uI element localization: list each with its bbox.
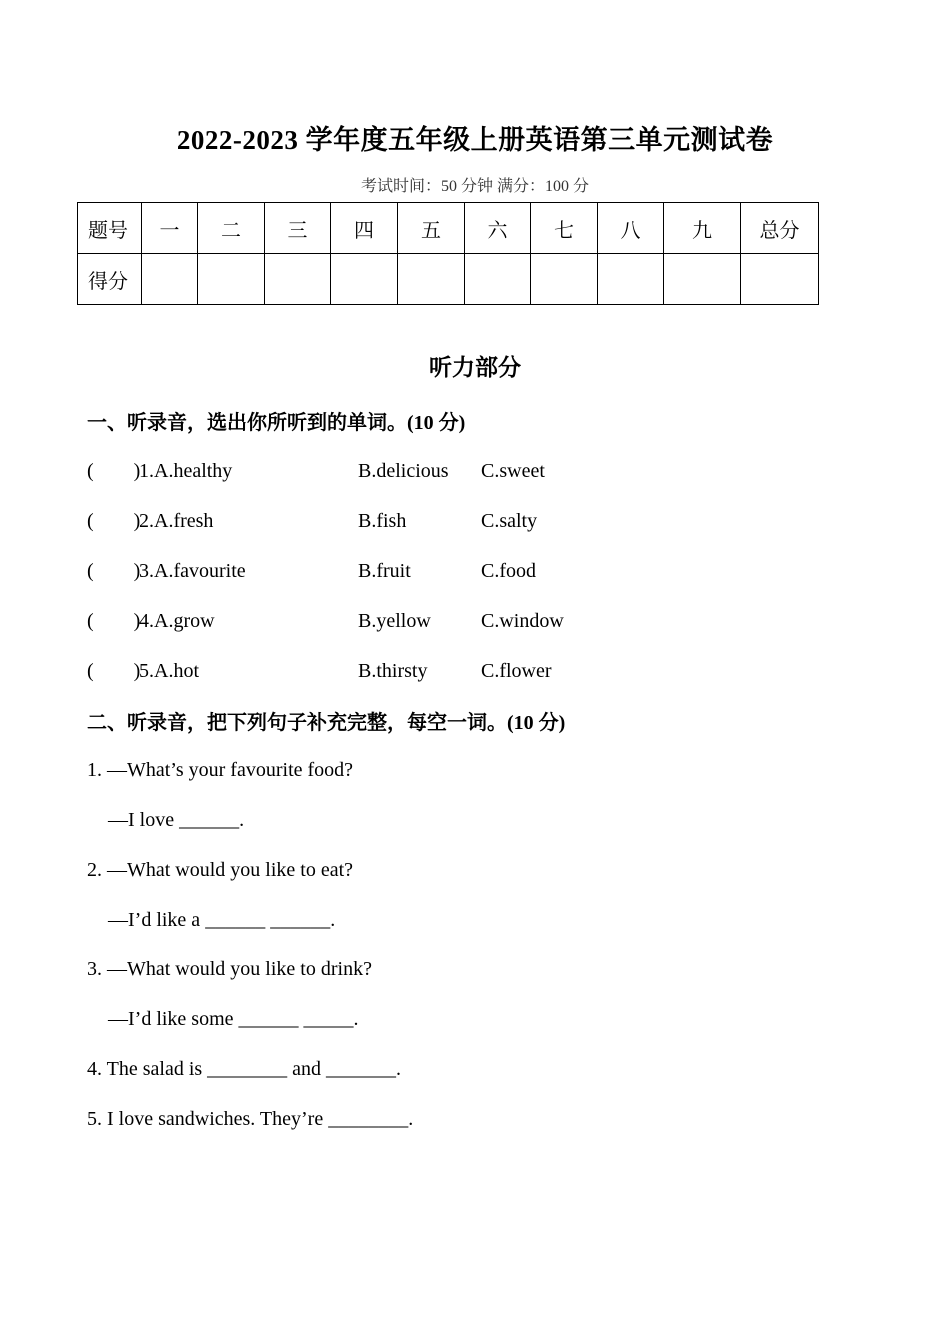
score-cell[interactable] <box>142 254 198 305</box>
table-cell: 九 <box>664 203 741 254</box>
score-cell[interactable] <box>198 254 265 305</box>
score-cell[interactable] <box>398 254 465 305</box>
part1-heading: 一、听录音，选出你所听到的单词。(10 分) <box>87 412 466 434</box>
score-table <box>77 202 819 305</box>
exam-subtitle: 考试时间：50 分钟 满分：100 分 <box>360 178 589 195</box>
score-cell[interactable] <box>265 254 331 305</box>
table-row-question-numbers <box>78 203 819 254</box>
table-cell: 总分 <box>741 203 819 254</box>
answer-line: —I’d like a ______ ______. <box>108 909 336 931</box>
option-c: C.flower <box>481 660 552 682</box>
score-cell[interactable] <box>531 254 598 305</box>
answer-line: —I’d like some ______ _____. <box>108 1008 359 1030</box>
option-b: B.yellow <box>358 610 431 632</box>
answer-bracket[interactable]: ( ) <box>87 660 141 682</box>
option-b: B.fish <box>358 510 407 532</box>
option-c: C.window <box>481 610 564 632</box>
option-c: C.salty <box>481 510 538 532</box>
table-cell: 六 <box>465 203 531 254</box>
table-cell: 七 <box>531 203 598 254</box>
option-b: B.fruit <box>358 560 411 582</box>
table-cell: 得分 <box>78 254 142 305</box>
option-a: 1.A.healthy <box>139 460 233 482</box>
option-b: B.delicious <box>358 460 449 482</box>
score-cell[interactable] <box>664 254 741 305</box>
option-b: B.thirsty <box>358 660 428 682</box>
question-line: 2. —What would you like to eat? <box>87 859 354 881</box>
table-row-scores <box>78 254 819 305</box>
score-cell[interactable] <box>741 254 819 305</box>
option-a: 3.A.favourite <box>139 560 246 582</box>
answer-bracket[interactable]: ( ) <box>87 560 141 582</box>
table-cell: 四 <box>331 203 398 254</box>
question-line: 3. —What would you like to drink? <box>87 958 372 980</box>
table-cell: 八 <box>598 203 664 254</box>
exam-title: 2022-2023 学年度五年级上册英语第三单元测试卷 <box>176 125 774 155</box>
question-line: 1. —What’s your favourite food? <box>87 759 354 781</box>
answer-bracket[interactable]: ( ) <box>87 610 141 632</box>
table-cell: 题号 <box>78 203 142 254</box>
score-cell[interactable] <box>598 254 664 305</box>
score-cell[interactable] <box>465 254 531 305</box>
option-a: 5.A.hot <box>139 660 199 682</box>
part2-heading: 二、听录音，把下列句子补充完整，每空一词。(10 分) <box>87 712 566 734</box>
option-a: 2.A.fresh <box>139 510 214 532</box>
answer-line: —I love ______. <box>108 809 245 831</box>
section-title: 听力部分 <box>429 355 521 380</box>
table-cell: 二 <box>198 203 265 254</box>
score-cell[interactable] <box>331 254 398 305</box>
answer-bracket[interactable]: ( ) <box>87 460 141 482</box>
answer-bracket[interactable]: ( ) <box>87 510 141 532</box>
table-cell: 三 <box>265 203 331 254</box>
option-c: C.sweet <box>481 460 545 482</box>
table-cell: 一 <box>142 203 198 254</box>
question-line: 5. I love sandwiches. They’re ________. <box>87 1108 414 1130</box>
option-a: 4.A.grow <box>139 610 215 632</box>
option-c: C.food <box>481 560 536 582</box>
table-cell: 五 <box>398 203 465 254</box>
question-line: 4. The salad is ________ and _______. <box>87 1058 402 1080</box>
